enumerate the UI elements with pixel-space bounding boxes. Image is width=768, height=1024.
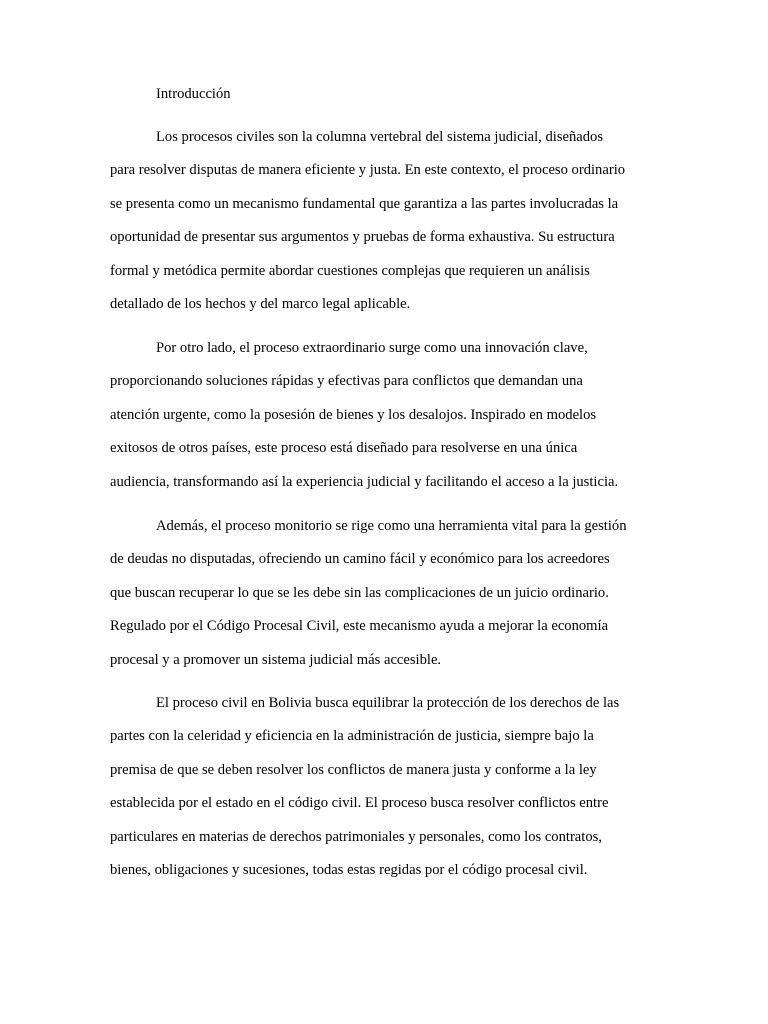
paragraph-line: formal y metódica permite abordar cuestiones complejas que requieren un análisis xyxy=(110,262,590,279)
paragraph-line: particulares en materias de derechos patrimoniales y personales, como los contratos, xyxy=(110,828,602,845)
paragraph-line: atención urgente, como la posesión de bienes y los desalojos. Inspirado en modelos xyxy=(110,406,597,423)
paragraph-line: establecida por el estado en el código civil. El proceso busca resolver conflictos entre xyxy=(110,795,609,812)
paragraph-line: Por otro lado, el proceso extraordinario surge como una innovación clave, xyxy=(156,340,588,356)
paragraph-line: proporcionando soluciones rápidas y efectivas para conflictos que demandan una xyxy=(110,373,583,390)
paragraph-line: que buscan recuperar lo que se les debe sin las complicaciones de un juicio ordinario. xyxy=(110,584,609,601)
paragraph-line: Además, el proceso monitorio se rige como una herramienta vital para la gestión xyxy=(156,518,627,534)
paragraph-line: Regulado por el Código Procesal Civil, este mecanismo ayuda a mejorar la economía xyxy=(110,618,609,635)
paragraph-line: se presenta como un mecanismo fundamental que garantiza a las partes involucradas la xyxy=(110,195,619,212)
paragraph-line: Los procesos civiles son la columna vertebral del sistema judicial, diseñados xyxy=(156,129,604,145)
paragraph-line: partes con la celeridad y eficiencia en la administración de justicia, siempre bajo la xyxy=(110,728,594,745)
paragraph-line: detallado de los hechos y del marco legal aplicable. xyxy=(110,296,411,312)
paragraph-line: El proceso civil en Bolivia busca equilibrar la protección de los derechos de las xyxy=(156,695,620,711)
paragraph-line: audiencia, transformando así la experiencia judicial y facilitando el acceso a la justicia. xyxy=(110,473,619,490)
paragraph-line: procesal y a promover un sistema judicial más accesible. xyxy=(110,651,442,668)
paragraph-line: premisa de que se deben resolver los conflictos de manera justa y conforme a la ley xyxy=(110,761,597,778)
document-heading: Introducción xyxy=(156,86,231,102)
paragraph-line: bienes, obligaciones y sucesiones, todas estas regidas por el código procesal civil. xyxy=(110,862,588,878)
paragraph-line: oportunidad de presentar sus argumentos y pruebas de forma exhaustiva. Su estructura xyxy=(110,229,615,246)
paragraph-line: para resolver disputas de manera eficiente y justa. En este contexto, el proceso ordinario xyxy=(110,162,626,179)
paragraph-line: exitosos de otros países, este proceso está diseñado para resolverse en una única xyxy=(110,440,578,457)
paragraph-line: de deudas no disputadas, ofreciendo un camino fácil y económico para los acreedores xyxy=(110,551,610,568)
